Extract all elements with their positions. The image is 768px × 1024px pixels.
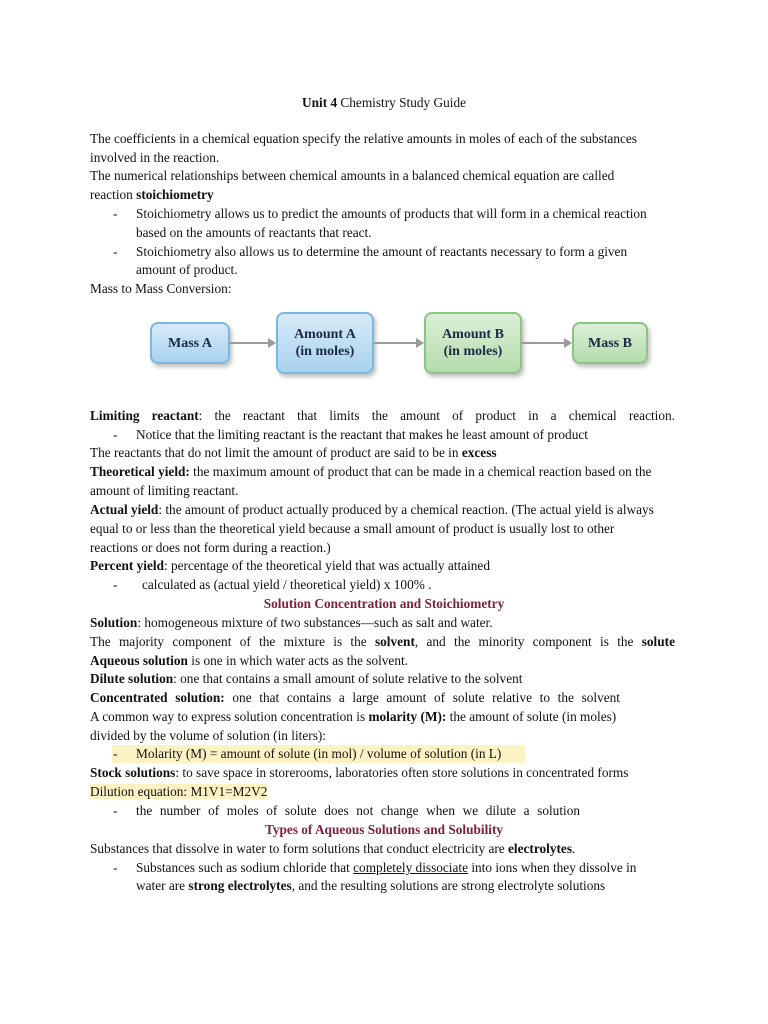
molarity-formula bbox=[112, 745, 525, 763]
page-title bbox=[0, 94, 768, 112]
theoretical-yield-term: Theoretical yield: bbox=[90, 464, 190, 479]
theoretical-yield-def: the maximum amount of product that can be made in a chemical reaction based on the bbox=[189, 464, 652, 479]
bullet-1-line-2: based on the amounts of reactants that react. bbox=[136, 225, 372, 240]
actual-yield-line bbox=[90, 501, 654, 519]
excess-term: excess bbox=[461, 445, 497, 460]
dissociate-term: completely dissociate bbox=[353, 860, 468, 875]
percent-yield-def: : percentage of the theoretical yield that was actually attained bbox=[163, 558, 490, 573]
molarity-text: A common way to express solution concentration is bbox=[90, 709, 369, 724]
molarity-line-2: divided by the volume of solution (in liters): bbox=[90, 728, 326, 743]
limiting-reactant-line bbox=[90, 407, 675, 425]
percent-yield-line bbox=[90, 557, 490, 575]
arrow-icon bbox=[522, 342, 566, 344]
limiting-reactant-term: Limiting reactant bbox=[90, 408, 199, 423]
arrow-icon bbox=[230, 342, 270, 344]
bullet-2-line-1: Stoichiometry also allows us to determine the amount of reactants necessary to form a given bbox=[136, 244, 628, 259]
stock-solutions-line bbox=[90, 764, 628, 782]
stoichiometry-term: stoichiometry bbox=[136, 187, 214, 202]
amount-b-label: Amount B bbox=[442, 327, 504, 342]
electrolytes-term: electrolytes bbox=[508, 841, 573, 856]
intro-text: reaction bbox=[90, 187, 137, 202]
bullet-dash: - bbox=[113, 244, 118, 259]
sodium-chloride-text: Substances such as sodium chloride that bbox=[136, 860, 354, 875]
intro-line-2: involved in the reaction. bbox=[90, 150, 220, 165]
amount-a-box bbox=[276, 312, 374, 374]
bullet-dash: - bbox=[113, 860, 118, 875]
bullet-2-line-2: amount of product. bbox=[136, 262, 238, 277]
arrow-icon bbox=[374, 342, 418, 344]
concentrated-solution-term: Concentrated solution: bbox=[90, 690, 225, 705]
molarity-formula-text: Molarity (M) = amount of solute (in mol) / volume of solution (in L) bbox=[136, 746, 502, 761]
concentrated-solution-def: one that contains a large amount of solute relative to the solvent bbox=[224, 690, 620, 705]
excess-line bbox=[90, 444, 497, 462]
dilution-equation bbox=[90, 783, 267, 801]
percent-yield-term: Percent yield bbox=[90, 558, 164, 573]
molarity-def: the amount of solute (in moles) bbox=[446, 709, 617, 724]
excess-text: The reactants that do not limit the amount of product are said to be in bbox=[90, 445, 462, 460]
stock-solutions-term: Stock solutions bbox=[90, 765, 176, 780]
aqueous-solution-def: is one in which water acts as the solvent. bbox=[187, 653, 409, 668]
solvent-text: The majority component of the mixture is the bbox=[90, 634, 375, 649]
intro-line-4 bbox=[90, 186, 214, 204]
actual-yield-line-3: reactions or does not form during a reaction.) bbox=[90, 540, 331, 555]
aqueous-solution-line bbox=[90, 652, 408, 670]
dilute-solution-def: : one that contains a small amount of solute relative to the solvent bbox=[173, 671, 523, 686]
limiting-reactant-note: Notice that the limiting reactant is the reactant that makes he least amount of product bbox=[136, 427, 588, 442]
title-unit: Unit 4 bbox=[302, 95, 338, 110]
strong-electrolytes-line-1 bbox=[136, 859, 636, 877]
dilute-solution-term: Dilute solution bbox=[90, 671, 174, 686]
strong-electrolytes-line-2 bbox=[136, 877, 605, 895]
solution-term: Solution bbox=[90, 615, 138, 630]
actual-yield-def: : the amount of product actually produced by a chemical reaction. (The actual yield is always bbox=[158, 502, 654, 517]
solution-line bbox=[90, 614, 493, 632]
ions-text: into ions when they dissolve in bbox=[468, 860, 637, 875]
actual-yield-line-2: equal to or less than the theoretical yield because a small amount of product is usually lost to other bbox=[90, 521, 615, 536]
theoretical-yield-line-2: amount of limiting reactant. bbox=[90, 483, 239, 498]
intro-line-1: The coefficients in a chemical equation specify the relative amounts in moles of each of the substances bbox=[90, 131, 637, 146]
theoretical-yield-line bbox=[90, 463, 651, 481]
solution-def: : homogeneous mixture of two substances—such as salt and water. bbox=[137, 615, 493, 630]
dilution-equation-text: Dilution equation: M1V1=M2V2 bbox=[90, 784, 268, 799]
dilute-solution-line bbox=[90, 670, 522, 688]
actual-yield-term: Actual yield bbox=[90, 502, 159, 517]
solute-term: solute bbox=[641, 634, 675, 649]
amount-a-label: Amount A bbox=[294, 327, 356, 342]
period: . bbox=[572, 841, 576, 856]
amount-b-unit: (in moles) bbox=[443, 344, 503, 359]
limiting-reactant-def: : the reactant that limits the amount of product in a chemical reaction. bbox=[198, 408, 675, 423]
bullet-1-line-1: Stoichiometry allows us to predict the amounts of products that will form in a chemical reaction bbox=[136, 206, 647, 221]
bullet-dash: - bbox=[113, 427, 118, 442]
bullet-dash: - bbox=[113, 206, 118, 221]
concentrated-solution-line bbox=[90, 689, 620, 707]
stock-solutions-def: : to save space in storerooms, laboratories often store solutions in concentrated forms bbox=[175, 765, 629, 780]
section-heading-aqueous: Types of Aqueous Solutions and Solubility bbox=[264, 822, 504, 837]
molarity-term: molarity (M): bbox=[368, 709, 447, 724]
mass-b-box: Mass B bbox=[572, 322, 648, 364]
amount-b-box bbox=[424, 312, 522, 374]
mass-a-box: Mass A bbox=[150, 322, 230, 364]
water-text: water are bbox=[136, 878, 189, 893]
title-text: Chemistry Study Guide bbox=[337, 95, 466, 110]
solvent-solute-line bbox=[90, 633, 675, 651]
mass-conversion-label: Mass to Mass Conversion: bbox=[90, 281, 232, 296]
section-heading-solution: Solution Concentration and Stoichiometry bbox=[263, 596, 505, 611]
bullet-dash: - bbox=[113, 746, 118, 761]
solute-text: , and the minority component is the bbox=[414, 634, 642, 649]
intro-line-3: The numerical relationships between chemical amounts in a balanced chemical equation are called bbox=[90, 168, 615, 183]
solvent-term: solvent bbox=[374, 634, 415, 649]
bullet-dash: - bbox=[113, 803, 118, 818]
percent-yield-calc: calculated as (actual yield / theoretical yield) x 100% . bbox=[142, 577, 432, 592]
bullet-dash: - bbox=[113, 577, 118, 592]
molarity-line bbox=[90, 708, 616, 726]
electrolytes-text: Substances that dissolve in water to form solutions that conduct electricity are bbox=[90, 841, 509, 856]
aqueous-solution-term: Aqueous solution bbox=[90, 653, 188, 668]
electrolytes-line bbox=[90, 840, 575, 858]
resulting-solutions-text: , and the resulting solutions are strong electrolyte solutions bbox=[291, 878, 606, 893]
dilution-note: the number of moles of solute does not change when we dilute a solution bbox=[136, 803, 580, 818]
mass-conversion-diagram bbox=[140, 308, 660, 376]
amount-a-unit: (in moles) bbox=[295, 344, 355, 359]
strong-electrolytes-term: strong electrolytes bbox=[188, 878, 292, 893]
